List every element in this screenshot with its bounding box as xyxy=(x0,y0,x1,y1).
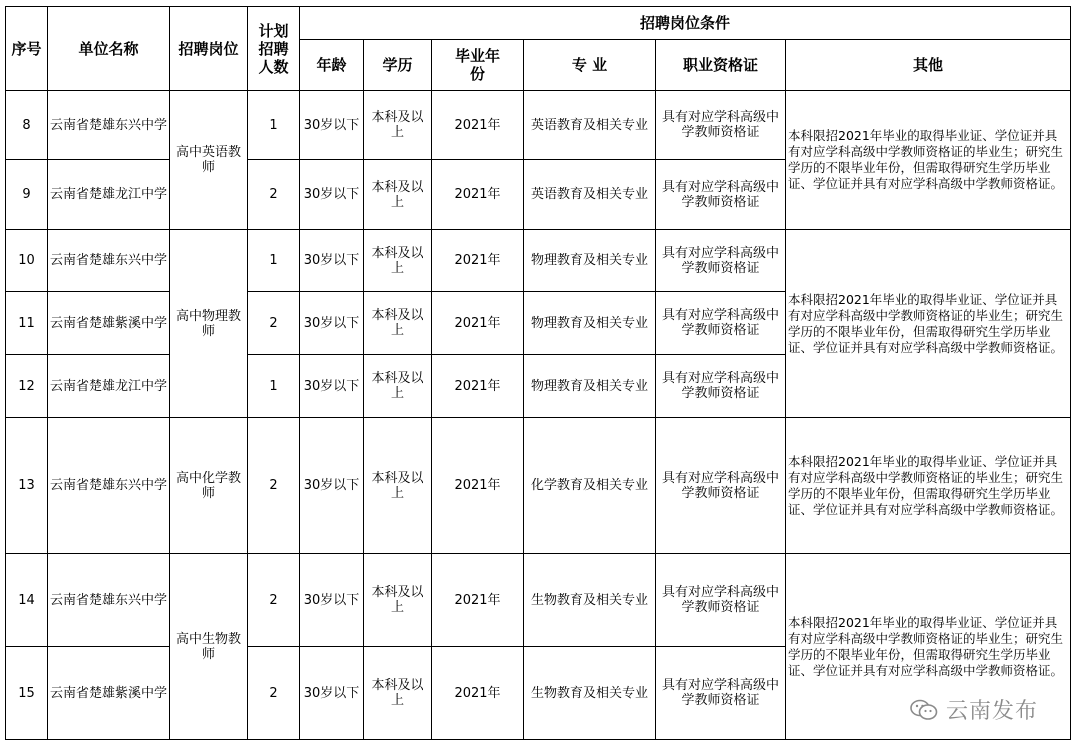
cell-plan: 1 xyxy=(248,355,300,418)
cell-grad: 2021年 xyxy=(432,554,524,647)
cell-unit: 云南省楚雄东兴中学 xyxy=(48,418,170,554)
header-post: 招聘岗位 xyxy=(170,7,248,91)
cell-seq: 10 xyxy=(6,230,48,292)
cell-other: 本科限招2021年毕业的取得毕业证、学位证并具有对应学科高级中学教师资格证的毕业生；研究生学历的不限毕业年份，但需取得研究生学历毕业证、学位证并具有对应学科高级中学教师资格证。 xyxy=(786,230,1071,418)
header-cert: 职业资格证 xyxy=(656,40,786,91)
table-row xyxy=(6,554,1071,647)
cell-unit: 云南省楚雄龙江中学 xyxy=(48,160,170,230)
cell-edu: 本科及以上 xyxy=(364,230,432,292)
cell-plan: 2 xyxy=(248,292,300,355)
cell-major: 化学教育及相关专业 xyxy=(524,418,656,554)
watermark-text: 云南发布 xyxy=(945,699,1038,724)
cell-unit: 云南省楚雄东兴中学 xyxy=(48,554,170,647)
cell-plan: 1 xyxy=(248,230,300,292)
cell-plan: 1 xyxy=(248,91,300,160)
cell-age: 30岁以下 xyxy=(300,355,364,418)
cell-plan: 2 xyxy=(248,418,300,554)
cell-cert: 具有对应学科高级中学教师资格证 xyxy=(656,647,786,740)
cell-age: 30岁以下 xyxy=(300,91,364,160)
cell-edu: 本科及以上 xyxy=(364,160,432,230)
watermark xyxy=(910,694,1038,725)
cell-plan: 2 xyxy=(248,554,300,647)
recruitment-table xyxy=(5,6,1071,740)
cell-seq: 11 xyxy=(6,292,48,355)
cell-post: 高中生物教师 xyxy=(170,554,248,740)
wechat-icon xyxy=(910,699,938,721)
cell-edu: 本科及以上 xyxy=(364,647,432,740)
header-other: 其他 xyxy=(786,40,1071,91)
header-unit: 单位名称 xyxy=(48,7,170,91)
cell-grad: 2021年 xyxy=(432,647,524,740)
cell-cert: 具有对应学科高级中学教师资格证 xyxy=(656,160,786,230)
cell-post: 高中物理教师 xyxy=(170,230,248,418)
table-row xyxy=(6,418,1071,554)
cell-grad: 2021年 xyxy=(432,355,524,418)
cell-plan: 2 xyxy=(248,647,300,740)
cell-cert: 具有对应学科高级中学教师资格证 xyxy=(656,230,786,292)
cell-age: 30岁以下 xyxy=(300,647,364,740)
cell-other: 本科限招2021年毕业的取得毕业证、学位证并具有对应学科高级中学教师资格证的毕业生；研究生学历的不限毕业年份，但需取得研究生学历毕业证、学位证并具有对应学科高级中学教师资格证。 xyxy=(786,91,1071,230)
cell-edu: 本科及以上 xyxy=(364,554,432,647)
cell-major: 生物教育及相关专业 xyxy=(524,647,656,740)
cell-other: 本科限招2021年毕业的取得毕业证、学位证并具有对应学科高级中学教师资格证的毕业生；研究生学历的不限毕业年份，但需取得研究生学历毕业证、学位证并具有对应学科高级中学教师资格证。 xyxy=(786,418,1071,554)
cell-grad: 2021年 xyxy=(432,292,524,355)
cell-unit: 云南省楚雄龙江中学 xyxy=(48,355,170,418)
cell-age: 30岁以下 xyxy=(300,554,364,647)
cell-post: 高中英语教师 xyxy=(170,91,248,230)
cell-unit: 云南省楚雄紫溪中学 xyxy=(48,292,170,355)
cell-cert: 具有对应学科高级中学教师资格证 xyxy=(656,91,786,160)
cell-post: 高中化学教师 xyxy=(170,418,248,554)
cell-major: 物理教育及相关专业 xyxy=(524,292,656,355)
cell-seq: 14 xyxy=(6,554,48,647)
cell-major: 英语教育及相关专业 xyxy=(524,91,656,160)
cell-major: 物理教育及相关专业 xyxy=(524,355,656,418)
cell-unit: 云南省楚雄东兴中学 xyxy=(48,91,170,160)
cell-age: 30岁以下 xyxy=(300,230,364,292)
header-age: 年龄 xyxy=(300,40,364,91)
table-row xyxy=(6,91,1071,160)
header-conditions: 招聘岗位条件 xyxy=(300,7,1071,40)
cell-major: 英语教育及相关专业 xyxy=(524,160,656,230)
cell-grad: 2021年 xyxy=(432,230,524,292)
cell-grad: 2021年 xyxy=(432,160,524,230)
cell-grad: 2021年 xyxy=(432,91,524,160)
cell-seq: 12 xyxy=(6,355,48,418)
cell-age: 30岁以下 xyxy=(300,160,364,230)
cell-unit: 云南省楚雄东兴中学 xyxy=(48,230,170,292)
cell-seq: 15 xyxy=(6,647,48,740)
cell-major: 生物教育及相关专业 xyxy=(524,554,656,647)
cell-seq: 8 xyxy=(6,91,48,160)
cell-cert: 具有对应学科高级中学教师资格证 xyxy=(656,355,786,418)
header-grad: 毕业年份 xyxy=(432,40,524,91)
table-row xyxy=(6,230,1071,292)
header-major: 专 业 xyxy=(524,40,656,91)
cell-cert: 具有对应学科高级中学教师资格证 xyxy=(656,418,786,554)
cell-edu: 本科及以上 xyxy=(364,355,432,418)
cell-cert: 具有对应学科高级中学教师资格证 xyxy=(656,292,786,355)
cell-edu: 本科及以上 xyxy=(364,292,432,355)
cell-edu: 本科及以上 xyxy=(364,91,432,160)
header-edu: 学历 xyxy=(364,40,432,91)
cell-plan: 2 xyxy=(248,160,300,230)
cell-other: 本科限招2021年毕业的取得毕业证、学位证并具有对应学科高级中学教师资格证的毕业生；研究生学历的不限毕业年份，但需取得研究生学历毕业证、学位证并具有对应学科高级中学教师资格证。 xyxy=(786,554,1071,740)
cell-unit: 云南省楚雄紫溪中学 xyxy=(48,647,170,740)
header-seq: 序号 xyxy=(6,7,48,91)
header-plan: 计划招聘人数 xyxy=(248,7,300,91)
cell-age: 30岁以下 xyxy=(300,292,364,355)
cell-seq: 13 xyxy=(6,418,48,554)
cell-cert: 具有对应学科高级中学教师资格证 xyxy=(656,554,786,647)
cell-grad: 2021年 xyxy=(432,418,524,554)
cell-seq: 9 xyxy=(6,160,48,230)
cell-major: 物理教育及相关专业 xyxy=(524,230,656,292)
cell-edu: 本科及以上 xyxy=(364,418,432,554)
cell-age: 30岁以下 xyxy=(300,418,364,554)
